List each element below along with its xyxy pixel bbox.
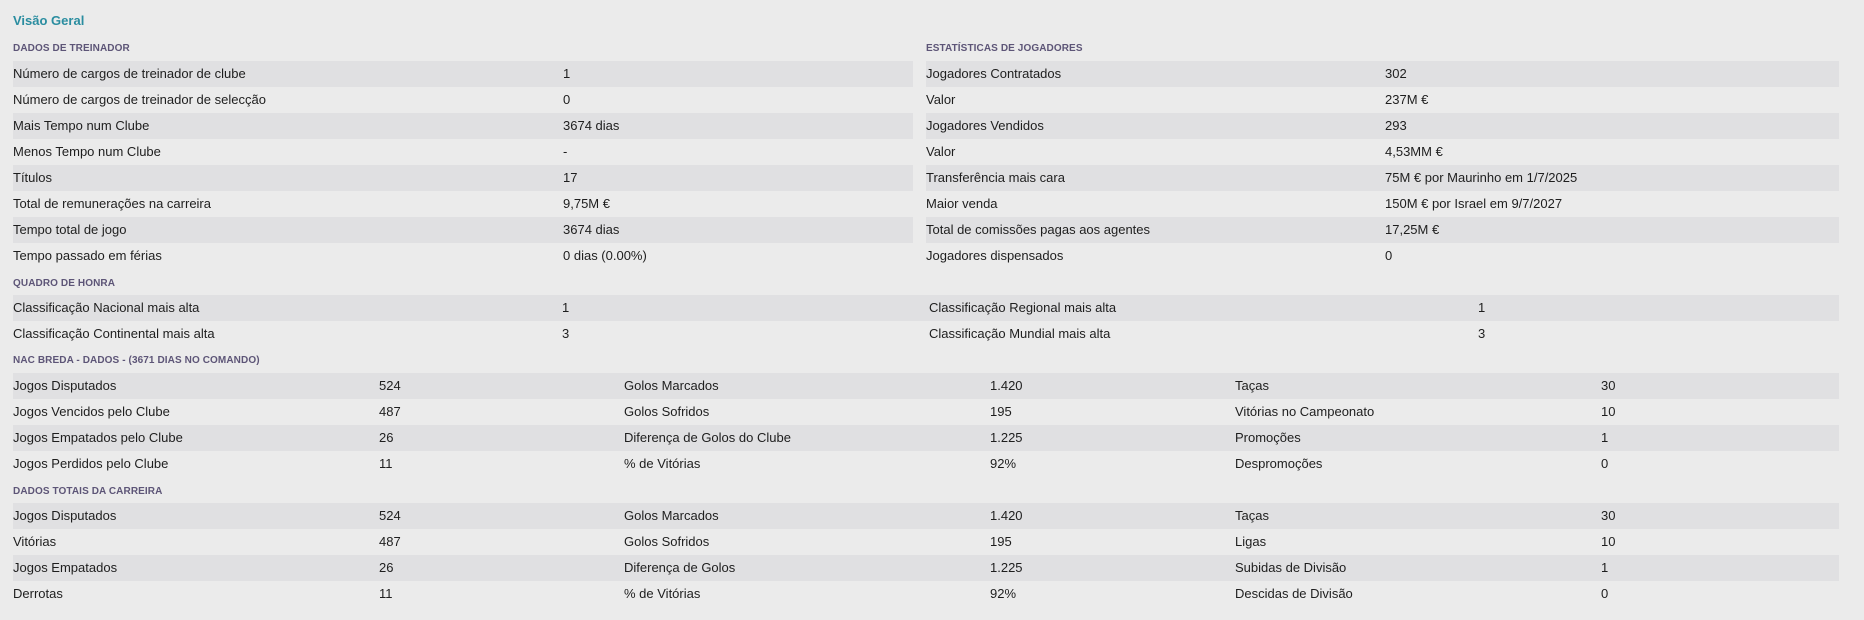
row-label: Golos Sofridos (624, 534, 710, 549)
row-label: Número de cargos de treinador de selecção (13, 92, 266, 107)
row-value: 9,75M € (563, 196, 610, 211)
row-label: Diferença de Golos do Clube (624, 430, 791, 445)
row-value: 10 (1601, 404, 1616, 419)
row-label: % de Vitórias (624, 456, 701, 471)
row-value: 1 (1601, 430, 1609, 445)
row-value: 487 (379, 534, 401, 549)
row-value: 1 (1478, 300, 1486, 315)
row-label: Classificação Mundial mais alta (929, 326, 1111, 341)
row-value: 3 (1478, 326, 1486, 341)
row-value: 11 (379, 586, 393, 601)
section-heading-club: NAC BREDA - DADOS - (3671 DIAS NO COMANDO) (13, 355, 260, 366)
row-label: Tempo total de jogo (13, 222, 127, 237)
table-row (926, 217, 1839, 243)
row-label: Classificação Continental mais alta (13, 326, 215, 341)
row-value: 3674 dias (563, 222, 620, 237)
row-label: Jogadores Vendidos (926, 118, 1044, 133)
row-label: Despromoções (1235, 456, 1323, 471)
row-label: Transferência mais cara (926, 170, 1065, 185)
table-row (13, 451, 1839, 477)
row-value: 524 (379, 508, 401, 523)
row-value: 0 dias (0.00%) (563, 248, 647, 263)
row-label: Classificação Regional mais alta (929, 300, 1117, 315)
table-row (13, 165, 913, 191)
row-value: 17 (563, 170, 578, 185)
table-row (926, 61, 1839, 87)
table-row (13, 555, 1839, 581)
table-row (13, 503, 1839, 529)
row-value: 195 (990, 534, 1012, 549)
section-heading-career: DADOS TOTAIS DA CARREIRA (13, 486, 163, 497)
row-value: 10 (1601, 534, 1616, 549)
table-row (13, 295, 1839, 321)
row-value: 30 (1601, 378, 1616, 393)
row-value: 0 (563, 92, 571, 107)
row-value: 1 (563, 66, 571, 81)
row-label: Taças (1235, 378, 1269, 393)
table-row (13, 87, 913, 113)
row-value: 3674 dias (563, 118, 620, 133)
row-label: Número de cargos de treinador de clube (13, 66, 246, 81)
row-label: Jogadores dispensados (926, 248, 1064, 263)
row-label: Mais Tempo num Clube (13, 118, 150, 133)
row-label: Maior venda (926, 196, 998, 211)
table-row (13, 425, 1839, 451)
row-value: 0 (1601, 456, 1609, 471)
row-label: Total de remunerações na carreira (13, 196, 211, 211)
row-label: Ligas (1235, 534, 1267, 549)
row-label: Tempo passado em férias (13, 248, 162, 263)
table-row (13, 243, 913, 269)
row-label: Jogos Empatados pelo Clube (13, 430, 183, 445)
row-label: Subidas de Divisão (1235, 560, 1347, 575)
row-label: Jogos Empatados (13, 560, 118, 575)
row-label: Menos Tempo num Clube (13, 144, 161, 159)
row-label: Jogos Disputados (13, 508, 117, 523)
table-row (926, 87, 1839, 113)
row-label: % de Vitórias (624, 586, 701, 601)
row-label: Derrotas (13, 586, 63, 601)
row-label: Golos Marcados (624, 508, 719, 523)
row-label: Títulos (13, 170, 53, 185)
row-label: Taças (1235, 508, 1269, 523)
row-value: 26 (379, 430, 394, 445)
row-value: 302 (1385, 66, 1407, 81)
table-row (13, 529, 1839, 555)
row-value: 1.225 (990, 430, 1023, 445)
row-label: Vitórias (13, 534, 57, 549)
row-value: 11 (379, 456, 393, 471)
row-value: 487 (379, 404, 401, 419)
row-value: 17,25M € (1385, 222, 1440, 237)
table-row (13, 217, 913, 243)
page-title: Visão Geral (13, 13, 85, 28)
row-value: 92% (990, 586, 1017, 601)
table-row (13, 139, 913, 165)
table-row (13, 399, 1839, 425)
row-value: 195 (990, 404, 1012, 419)
section-heading-players: ESTATÍSTICAS DE JOGADORES (926, 43, 1083, 54)
table-row (13, 61, 913, 87)
row-value: 0 (1385, 248, 1393, 263)
row-label: Jogos Disputados (13, 378, 117, 393)
row-value: 4,53MM € (1385, 144, 1443, 159)
row-value: - (563, 144, 568, 159)
row-label: Jogadores Contratados (926, 66, 1062, 81)
table-row (926, 139, 1839, 165)
table-row (13, 373, 1839, 399)
table-row (13, 191, 913, 217)
row-value: 150M € por Israel em 9/7/2027 (1385, 196, 1563, 211)
row-value: 1.420 (990, 378, 1023, 393)
row-label: Valor (926, 92, 956, 107)
table-row (13, 113, 913, 139)
row-value: 524 (379, 378, 401, 393)
section-heading-honours: QUADRO DE HONRA (13, 278, 116, 289)
row-label: Descidas de Divisão (1235, 586, 1353, 601)
table-row (13, 321, 1839, 347)
row-value: 92% (990, 456, 1017, 471)
row-label: Valor (926, 144, 956, 159)
table-row (926, 113, 1839, 139)
table-row (13, 581, 1839, 607)
row-label: Jogos Perdidos pelo Clube (13, 456, 169, 471)
row-label: Total de comissões pagas aos agentes (926, 222, 1151, 237)
row-label: Jogos Vencidos pelo Clube (13, 404, 170, 419)
row-value: 3 (562, 326, 570, 341)
row-value: 1 (562, 300, 570, 315)
table-row (926, 165, 1839, 191)
row-value: 1.225 (990, 560, 1023, 575)
row-value: 75M € por Maurinho em 1/7/2025 (1385, 170, 1578, 185)
row-value: 0 (1601, 586, 1609, 601)
row-label: Classificação Nacional mais alta (13, 300, 200, 315)
section-heading-manager: DADOS DE TREINADOR (13, 43, 130, 54)
row-value: 237M € (1385, 92, 1429, 107)
row-value: 293 (1385, 118, 1407, 133)
row-label: Promoções (1235, 430, 1301, 445)
row-label: Vitórias no Campeonato (1235, 404, 1375, 419)
row-label: Golos Marcados (624, 378, 719, 393)
row-value: 26 (379, 560, 394, 575)
row-label: Golos Sofridos (624, 404, 710, 419)
row-value: 1 (1601, 560, 1609, 575)
row-value: 30 (1601, 508, 1616, 523)
row-label: Diferença de Golos (624, 560, 736, 575)
table-row (926, 191, 1839, 217)
row-value: 1.420 (990, 508, 1023, 523)
table-row (926, 243, 1839, 269)
